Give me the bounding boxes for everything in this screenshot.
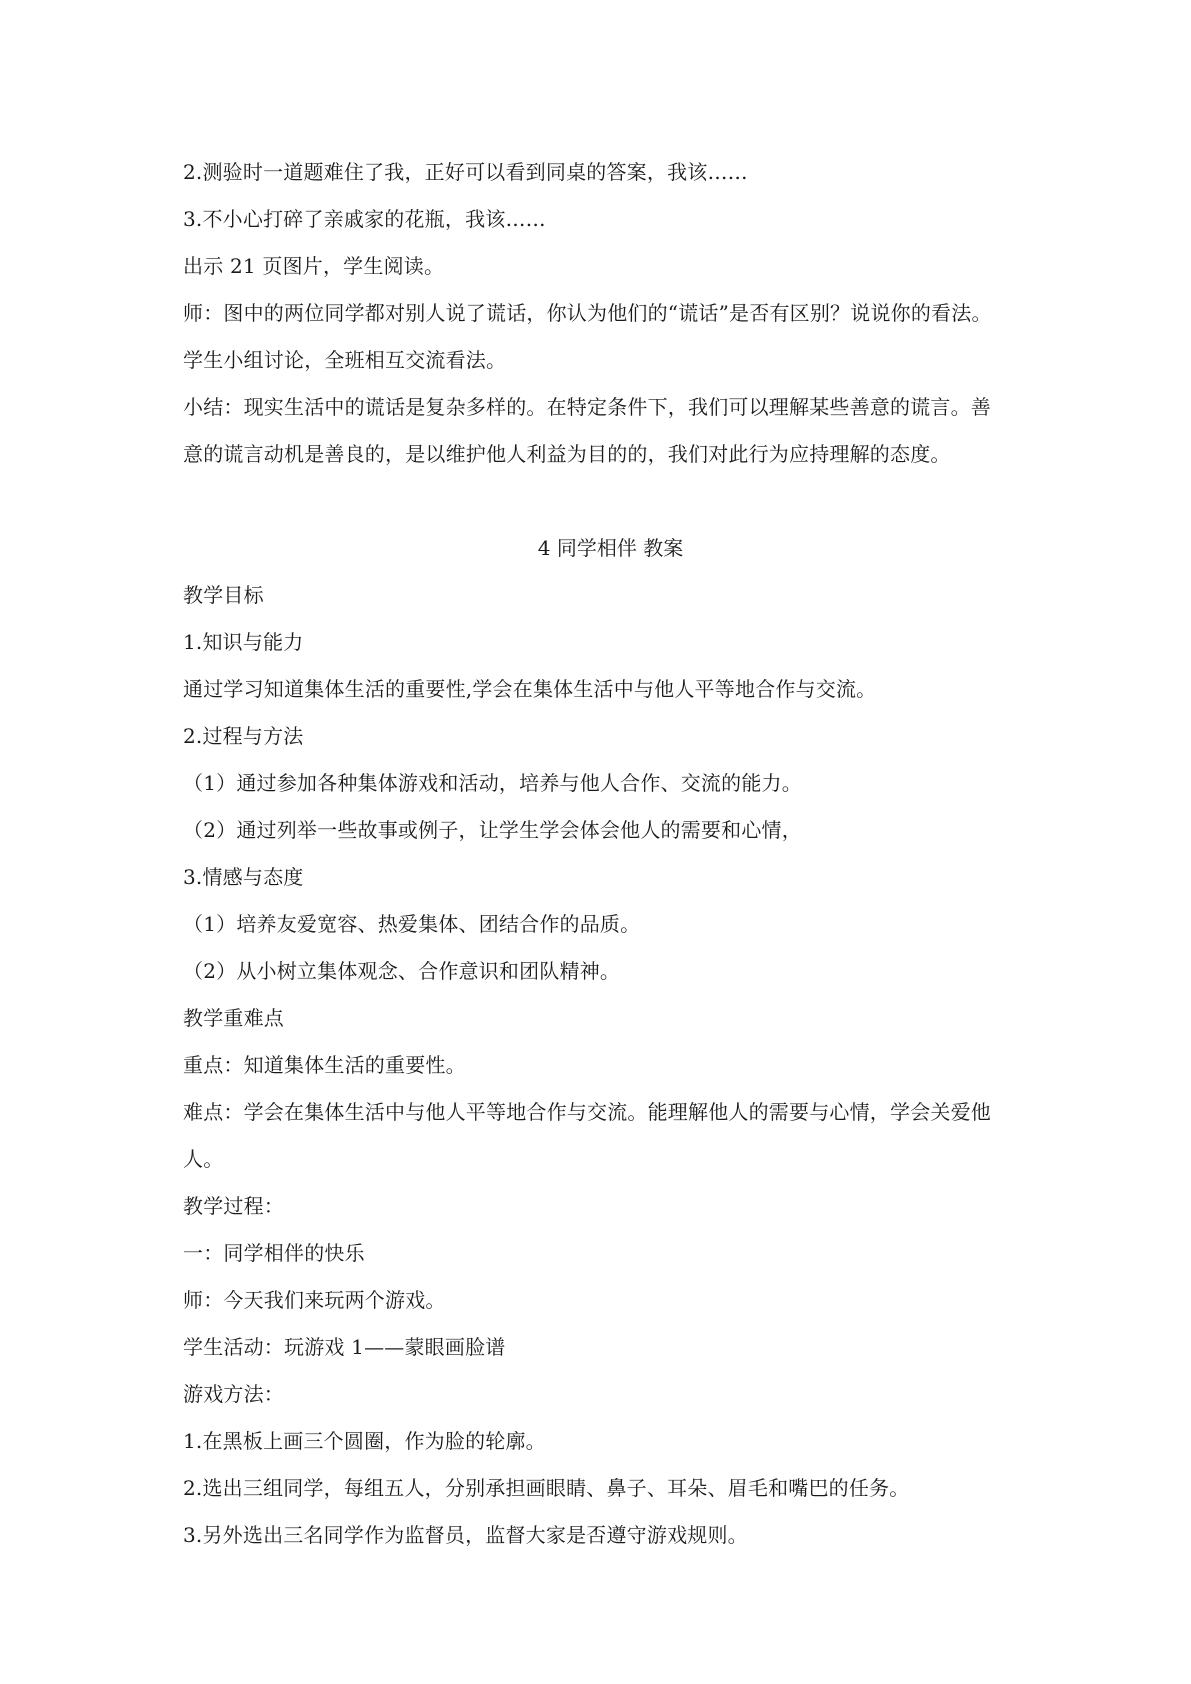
paragraph-line: 师：今天我们来玩两个游戏。 bbox=[183, 1288, 446, 1312]
paragraph-line: 3.不小心打碎了亲戚家的花瓶，我该…… bbox=[183, 207, 546, 231]
subheading: 2.过程与方法 bbox=[183, 724, 304, 748]
paragraph-line: 意的谎言动机是善良的，是以维护他人利益为目的的，我们对此行为应持理解的态度。 bbox=[183, 442, 951, 466]
heading-teaching-goals: 教学目标 bbox=[183, 583, 264, 607]
heading-teaching-process: 教学过程： bbox=[183, 1194, 284, 1218]
paragraph-line: 2.测验时一道题难住了我，正好可以看到同桌的答案，我该…… bbox=[183, 160, 748, 184]
list-item: （1）通过参加各种集体游戏和活动，培养与他人合作、交流的能力。 bbox=[183, 771, 802, 795]
subheading: 1.知识与能力 bbox=[183, 630, 304, 654]
list-item: 2.选出三组同学，每组五人，分别承担画眼睛、鼻子、耳朵、眉毛和嘴巴的任务。 bbox=[183, 1476, 910, 1500]
lesson-title bbox=[0, 533, 1191, 563]
list-item: 1.在黑板上画三个圆圈，作为脸的轮廓。 bbox=[183, 1429, 546, 1453]
list-item: （1）培养友爱宽容、热爱集体、团结合作的品质。 bbox=[183, 912, 641, 936]
paragraph-line: 出示 21 页图片，学生阅读。 bbox=[183, 254, 445, 278]
list-item: 3.另外选出三名同学作为监督员，监督大家是否遵守游戏规则。 bbox=[183, 1523, 748, 1547]
paragraph-line: 小结：现实生活中的谎话是复杂多样的。在特定条件下，我们可以理解某些善意的谎言。善 bbox=[183, 395, 991, 419]
subheading: 3.情感与态度 bbox=[183, 865, 304, 889]
paragraph-line: 学生小组讨论，全班相互交流看法。 bbox=[183, 348, 507, 372]
paragraph-line: 通过学习知道集体生活的重要性,学会在集体生活中与他人平等地合作与交流。 bbox=[183, 677, 877, 701]
heading-key-points: 教学重难点 bbox=[183, 1006, 284, 1030]
list-item: （2）从小树立集体观念、合作意识和团队精神。 bbox=[183, 959, 621, 983]
paragraph-line: 人。 bbox=[183, 1147, 224, 1171]
list-item: （2）通过列举一些故事或例子，让学生学会体会他人的需要和心情， bbox=[183, 818, 802, 842]
paragraph-line: 难点：学会在集体生活中与他人平等地合作与交流。能理解他人的需要与心情，学会关爱他 bbox=[183, 1100, 991, 1124]
lesson-title-text: 4 同学相伴 教案 bbox=[537, 536, 684, 560]
subheading: 一：同学相伴的快乐 bbox=[183, 1241, 365, 1265]
paragraph-line: 学生活动：玩游戏 1——蒙眼画脸谱 bbox=[183, 1335, 506, 1359]
paragraph-line: 游戏方法： bbox=[183, 1382, 284, 1406]
paragraph-line: 师：图中的两位同学都对别人说了谎话，你认为他们的“谎话”是否有区别？说说你的看法。 bbox=[183, 301, 992, 325]
paragraph-line: 重点：知道集体生活的重要性。 bbox=[183, 1053, 466, 1077]
